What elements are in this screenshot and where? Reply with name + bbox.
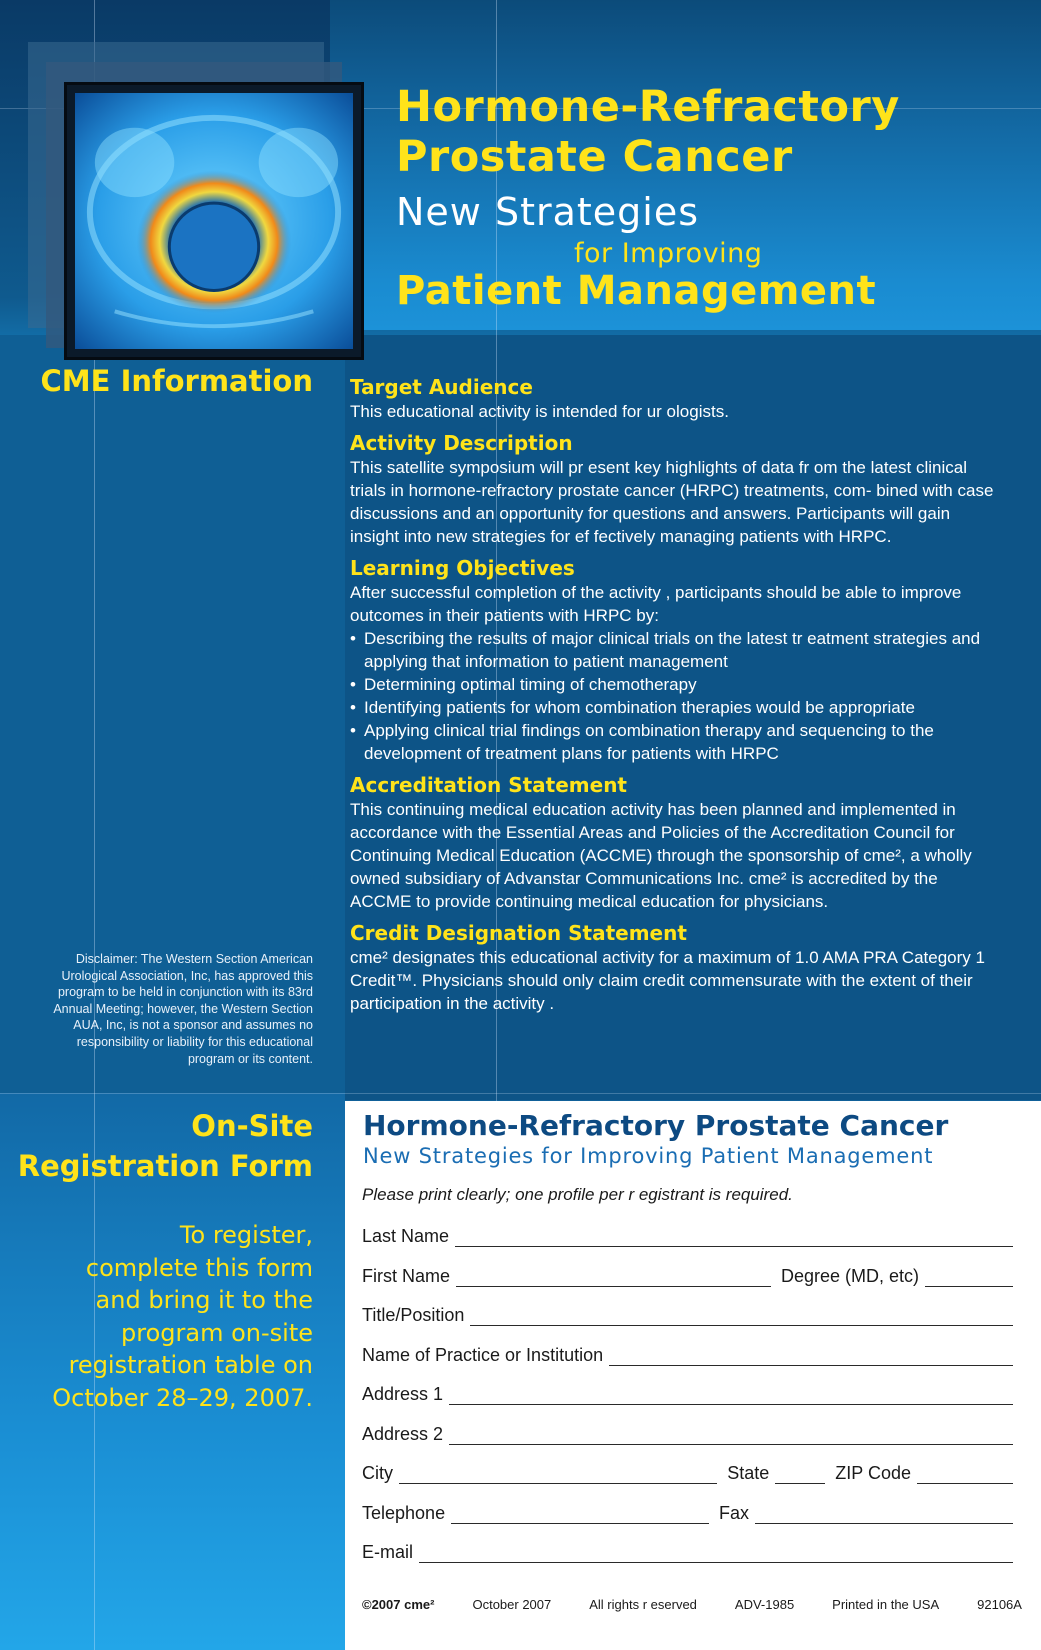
first-name-row <box>362 1261 1017 1287</box>
email-field[interactable] <box>419 1542 1013 1563</box>
registration-instructions <box>0 1219 313 1414</box>
state-field[interactable] <box>775 1463 825 1484</box>
zip-field[interactable] <box>917 1463 1013 1484</box>
title-line-2: Prostate Cancer <box>396 132 793 182</box>
number-text: 92106A <box>977 1597 1022 1612</box>
instruction-line: To register, <box>179 1221 313 1249</box>
printed-text: Printed in the USA <box>832 1597 940 1612</box>
subtitle-line-1: New Strategies <box>396 190 700 234</box>
telephone-field[interactable] <box>451 1503 709 1524</box>
section-text: cme² designates this educational activity for a maximum of 1.0 AMA PRA Category 1 Credit™. Physicians should only claim credit commensurate with the extent of their participation in the activity . <box>350 948 985 1013</box>
title-line-1: Hormone-Refractory <box>396 82 900 132</box>
title-position-field[interactable] <box>470 1305 1013 1326</box>
disclaimer: Disclaimer: The Western Section American Urological Association, Inc, has approved this program to be held in conjunction with its 83rd Annual Meeting; however, the Western Section AUA, Inc, is not a sponsor and assumes no responsibility or liability for this educational program or its content. <box>53 952 313 1066</box>
form-title: Hormone-Refractory Prostate Cancer <box>363 1109 949 1142</box>
section-text: After successful completion of the activity , participants should be able to improve outcomes in their patients with HRPC by: <box>350 583 962 625</box>
form-instructions: Please print clearly; one profile per r egistrant is required. <box>362 1185 793 1204</box>
registration-heading-line-2: Registration Form <box>17 1149 313 1183</box>
title-position-row <box>362 1300 1017 1326</box>
section-text: This continuing medical education activity has been planned and implemented in accordance with the Essential Areas and Policies of the Accreditation Council for Continuing Medical Education (ACCME) through the sponsorship of cme², a wholly owned subsidiary of Advanstar Communications Inc. cme² is accredited by the ACCME to provide continuing medical education for physicians. <box>350 800 972 911</box>
city-label: City <box>362 1463 393 1483</box>
state-label: State <box>727 1463 770 1483</box>
fax-label: Fax <box>719 1503 750 1523</box>
cme-information-heading: CME Information <box>40 364 313 398</box>
email-label: E-mail <box>362 1542 414 1562</box>
telephone-label: Telephone <box>362 1503 446 1523</box>
email-row <box>362 1537 1017 1563</box>
list-item: • Describing the results of major clinical trials on the latest tr eatment strategies and applying that information to patient management <box>350 627 998 673</box>
degree-field[interactable] <box>925 1266 1013 1287</box>
address1-row <box>362 1379 1017 1405</box>
title-position-label: Title/Position <box>362 1305 465 1325</box>
section-heading: Credit Designation Statement <box>350 921 687 945</box>
first-name-label: First Name <box>362 1266 451 1286</box>
rights-text: All rights r eserved <box>589 1597 697 1612</box>
registration-heading <box>0 1106 313 1186</box>
section-text: This satellite symposium will pr esent key highlights of data fr om the latest clinical trials in hormone-refractory prostate cancer (HRPC) treatments, com- bined with case discussions and an opportunity for questions and answers. Participants will gain insight into new strategies for ef fectively managing patients with HRPC. <box>350 458 994 546</box>
fax-field[interactable] <box>755 1503 1013 1524</box>
instruction-line: and bring it to the <box>95 1286 313 1314</box>
address2-row <box>362 1419 1017 1445</box>
instruction-line: registration table on <box>68 1351 313 1379</box>
practice-field[interactable] <box>609 1345 1013 1366</box>
instruction-line: program on-site <box>121 1318 313 1347</box>
practice-label: Name of Practice or Institution <box>362 1345 604 1365</box>
instruction-line: October 28–29, 2007. <box>52 1383 313 1412</box>
city-row <box>362 1458 1017 1484</box>
form-footer <box>362 1597 1022 1612</box>
degree-label: Degree (MD, etc) <box>780 1266 919 1286</box>
section-text: This educational activity is intended for ur ologists. <box>350 402 729 421</box>
zip-label: ZIP Code <box>835 1463 911 1483</box>
list-item: • Determining optimal timing of chemotherapy <box>350 673 998 696</box>
city-field[interactable] <box>399 1463 717 1484</box>
mri-scan-image <box>64 82 364 360</box>
last-name-label: Last Name <box>362 1226 450 1246</box>
guide-line <box>0 1093 1041 1094</box>
address2-field[interactable] <box>449 1424 1013 1445</box>
section-heading: Activity Description <box>350 431 573 455</box>
section-heading: Learning Objectives <box>350 556 575 580</box>
registration-heading-line-1: On-Site <box>191 1109 313 1143</box>
code-text: ADV-1985 <box>734 1597 795 1612</box>
address1-field[interactable] <box>449 1384 1013 1405</box>
instruction-line: complete this form <box>85 1253 313 1282</box>
last-name-row <box>362 1221 1017 1247</box>
registration-form <box>345 1101 1041 1650</box>
cme-content <box>350 374 998 1022</box>
objectives-list <box>350 627 998 765</box>
form-subtitle: New Strategies for Improving Patient Management <box>363 1144 934 1168</box>
date-text: October 2007 <box>472 1597 552 1612</box>
subtitle-line-2: for Improving <box>574 238 763 269</box>
last-name-field[interactable] <box>455 1226 1013 1247</box>
section-heading: Accreditation Statement <box>350 773 627 797</box>
section-heading: Target Audience <box>350 375 533 399</box>
address2-label: Address 2 <box>362 1424 444 1444</box>
practice-row <box>362 1340 1017 1366</box>
address1-label: Address 1 <box>362 1384 444 1404</box>
first-name-field[interactable] <box>456 1266 771 1287</box>
list-item: • Identifying patients for whom combination therapies would be appropriate <box>350 696 998 719</box>
telephone-row <box>362 1498 1017 1524</box>
copyright-text: ©2007 cme² <box>362 1597 435 1612</box>
title-line-3: Patient Management <box>396 268 877 314</box>
list-item: • Applying clinical trial findings on combination therapy and sequencing to the development of treatment plans for patients with HRPC <box>350 719 998 765</box>
